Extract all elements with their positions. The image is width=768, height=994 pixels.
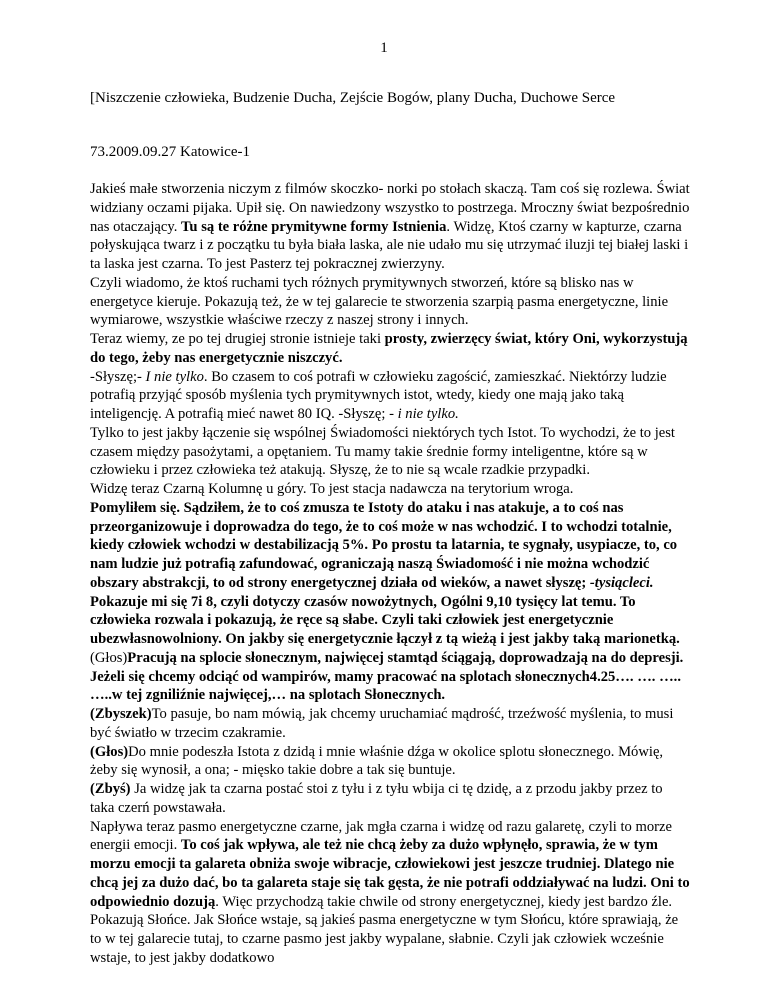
paragraph: -Słyszę;- I nie tylko. Bo czasem to coś potrafi w człowieku zagościć, zamieszkać. Niektórzy ludzie potrafią przyjąć sposób myślenia tych prymitywnych istot, wtedy, kiedy one mają jako taką inteligencję. A potrafią mieć nawet 80 IQ. -Słyszę; - i nie tylko. (90, 368, 667, 422)
document-body (90, 180, 690, 968)
paragraph: Tylko to jest jakby łączenie się wspólnej Świadomości niektórych tych Istot. To wychodzi, że to jest czasem między pasożytami, a opętaniem. Tu mamy takie średnie formy inteligentne, które są w człowieku i przez człowieka też atakują. Słyszę, że to nie są wcale rzadkie przypadki. (90, 424, 675, 479)
paragraph: Teraz wiemy, ze po tej drugiej stronie istnieje taki prosty, zwierzęcy świat, który Oni, wykorzystują do tego, żeby nas energetycznie niszczyć. (90, 331, 688, 366)
paragraph: (Zbyś) Ja widzę jak ta czarna postać stoi z tyłu i z tyłu wbija ci tę dzidę, a z przodu jakby przez to taka czerń powstawała. (90, 781, 663, 816)
page-number: 1 (380, 40, 388, 56)
paragraph: Pomyliłem się. Sądziłem, że to coś zmusza te Istoty do ataku i nas atakuje, a to coś nas przeorganizowuje i doprowadza do tego, że to coś może w nas wchodzić. I to wchodzi totalnie, kiedy człowiek wchodzi w destabilizacją 5%. Po prostu ta latarnia, te sygnały, usypiacze, to, co nam ludzie już potrafią zafundować, ograniczają naszą Świadomość i nie można wchodzić obszary abstrakcji, to od strony energetycznej działa od wieków, a nawet słyszę; -tysiącleci. Pokazuje mi się 7i 8, czyli dotyczy czasów nowożytnych, Ogólni 9,10 tysięcy lat temu. To człowieka rozwala i pokazują, że ręce są słabe. Czyli taki człowiek jest energetycznie ubezwłasnowolniony. On jakby się energetycznie łączył z tą wieżą i jest jakby taką marionetką. (90, 499, 680, 647)
paragraph: Napływa teraz pasmo energetyczne czarne, jak mgła czarna i widzę od razu galaretę, czyli to morze energii emocji. To coś jak wpływa, ale też nie chcą żeby za dużo wpłynęło, sprawia, że w tym morzu emocji ta galareta obniża swoje wibracje, człowiekowi jest jeszcze trudniej. Dlatego nie chcą jej za dużo dać, bo ta galareta staje się tak gęsta, że nie potrafi oddziaływać na ludzi. Oni to odpowiednio dozują. Więc przychodzą takie chwile od strony energetycznej, kiedy jest bardzo źle. Pokazują Słońce. Jak Słońce wstaje, są jakieś pasma energetyczne w tym Słońcu, które sprawiają, że to w tej galarecie tutaj, to czarne pasmo jest jakby wypalane, słabnie. Czyli jak człowiek wcześnie wstaje, to jest jakby dodatkowo (90, 818, 690, 966)
paragraph: (Głos)Do mnie podeszła Istota z dzidą i mnie właśnie dźga w okolice splotu słonecznego. Mówię, żeby się wynosił, a ona; - mięsko takie dobre a tak się buntuje. (90, 743, 664, 779)
paragraph: Widzę teraz Czarną Kolumnę u góry. To jest stacja nadawcza na terytorium wroga. (90, 481, 574, 497)
paragraph: Czyli wiadomo, że ktoś ruchami tych różnych prymitywnych stworzeń, które są blisko nas w energetyce kieruje. Pokazują też, że w tej galarecie te stworzenia szarpią pasma energetyczne, linie wymiarowe, wszystkie właściwe rzeczy z naszej strony i innych. (90, 274, 669, 329)
date-line: 73.2009.09.27 Katowice-1 (90, 144, 250, 160)
tags-line: [Niszczenie człowieka, Budzenie Ducha, Zejście Bogów, plany Ducha, Duchowe Serce (90, 90, 616, 106)
paragraph: (Zbyszek)To pasuje, bo nam mówią, jak chcemy uruchamiać mądrość, trzeźwość myślenia, to musi być światło w trzecim czakramie. (90, 706, 674, 741)
paragraph: Jakieś małe stworzenia niczym z filmów skoczko- norki po stołach skaczą. Tam coś się rozlewa. Świat widziany oczami pijaka. Upił się. On nawiedzony wszystko to postrzega. Mroczny świat bezpośrednio nas otaczający. Tu są te różne prymitywne formy Istnienia. Widzę, Ktoś czarny w kapturze, czarna połyskująca twarz i z początku tu była biała laska, ale nie udało mu się utrzymać iluzji tej białej laski i ta laska jest czarna. To jest Pasterz tej pokracznej zwierzyny. (90, 181, 690, 272)
paragraph: (Głos)Pracują na splocie słonecznym, najwięcej stamtąd ściągają, doprowadzają na do depresji. Jeżeli się chcemy odciąć od wampirów, mamy pracować na splotach słonecznych4.25…. …. ….. …..w tej zgniliźnie najwięcej,… na splotach Słonecznych. (90, 649, 684, 704)
